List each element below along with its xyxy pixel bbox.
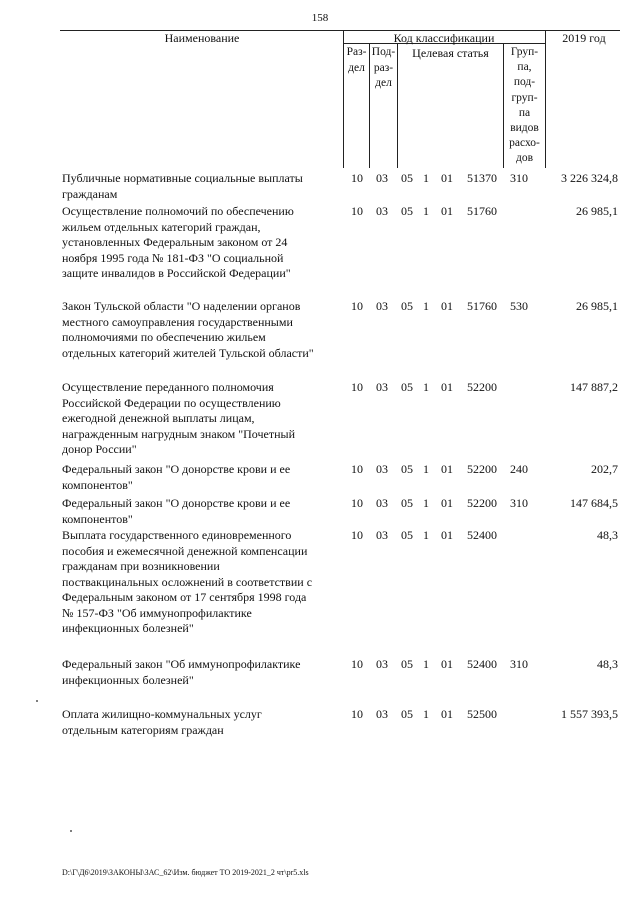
row-amount: 26 985,1 bbox=[576, 299, 618, 313]
row-target-part: 51760 bbox=[467, 204, 497, 218]
row-razdel: 10 bbox=[351, 707, 363, 721]
row-amount: 26 985,1 bbox=[576, 204, 618, 218]
row-target-part: 01 bbox=[441, 380, 453, 394]
row-target-part: 1 bbox=[423, 707, 429, 721]
row-target-part: 52500 bbox=[467, 707, 497, 721]
row-razdel: 10 bbox=[351, 528, 363, 542]
header-group: Груп- па, под- груп- па видов расхо- дов bbox=[509, 46, 540, 165]
row-target-part: 01 bbox=[441, 707, 453, 721]
scan-speck bbox=[36, 700, 38, 702]
header-razdel: Раз- дел bbox=[346, 46, 367, 74]
row-group: 310 bbox=[510, 496, 528, 510]
row-podrazdel: 03 bbox=[376, 657, 388, 671]
row-podrazdel: 03 bbox=[376, 380, 388, 394]
row-target-part: 52400 bbox=[467, 528, 497, 542]
row-target-part: 05 bbox=[401, 528, 413, 542]
scan-speck bbox=[70, 830, 72, 832]
header-target: Целевая статья bbox=[412, 46, 489, 60]
row-razdel: 10 bbox=[351, 462, 363, 476]
row-amount: 1 557 393,5 bbox=[561, 707, 618, 721]
row-razdel: 10 bbox=[351, 380, 363, 394]
row-target-part: 52200 bbox=[467, 462, 497, 476]
row-podrazdel: 03 bbox=[376, 299, 388, 313]
row-target-part: 05 bbox=[401, 380, 413, 394]
row-target-part: 1 bbox=[423, 380, 429, 394]
row-podrazdel: 03 bbox=[376, 204, 388, 218]
row-target-part: 1 bbox=[423, 204, 429, 218]
row-amount: 3 226 324,8 bbox=[561, 171, 618, 185]
row-name: Федеральный закон "Об иммунопрофилактике инфекционных болезней" bbox=[62, 657, 301, 687]
row-target-part: 52200 bbox=[467, 380, 497, 394]
row-target-part: 51370 bbox=[467, 171, 497, 185]
row-target-part: 52200 bbox=[467, 496, 497, 510]
row-amount: 147 887,2 bbox=[570, 380, 618, 394]
row-razdel: 10 bbox=[351, 496, 363, 510]
row-razdel: 10 bbox=[351, 299, 363, 313]
row-group: 240 bbox=[510, 462, 528, 476]
row-name: Федеральный закон "О донорстве крови и ее компонентов" bbox=[62, 462, 291, 492]
row-name: Осуществление полномочий по обеспечению жильем отдельных категорий граждан, установленных Федеральным законом от 24 ноября 1995 года № 181-ФЗ "О социальной защите инвалидов в Российской Федерации" bbox=[62, 204, 294, 280]
row-podrazdel: 03 bbox=[376, 528, 388, 542]
row-name: Закон Тульской области "О наделении органов местного самоуправления государственными полномочиями по обеспечению жильем отдельных категорий жителей Тульской области" bbox=[62, 299, 314, 360]
row-target-part: 1 bbox=[423, 171, 429, 185]
row-razdel: 10 bbox=[351, 657, 363, 671]
row-group: 530 bbox=[510, 299, 528, 313]
row-target-part: 05 bbox=[401, 707, 413, 721]
row-target-part: 01 bbox=[441, 462, 453, 476]
row-target-part: 05 bbox=[401, 657, 413, 671]
header-year: 2019 год bbox=[562, 31, 606, 45]
row-razdel: 10 bbox=[351, 171, 363, 185]
row-target-part: 05 bbox=[401, 462, 413, 476]
row-amount: 147 684,5 bbox=[570, 496, 618, 510]
row-amount: 48,3 bbox=[597, 528, 618, 542]
row-podrazdel: 03 bbox=[376, 171, 388, 185]
row-name: Оплата жилищно-коммунальных услуг отдельным категориям граждан bbox=[62, 707, 262, 737]
row-target-part: 05 bbox=[401, 299, 413, 313]
row-target-part: 1 bbox=[423, 462, 429, 476]
row-podrazdel: 03 bbox=[376, 707, 388, 721]
row-group: 310 bbox=[510, 657, 528, 671]
row-target-part: 01 bbox=[441, 204, 453, 218]
row-name: Федеральный закон "О донорстве крови и ее компонентов" bbox=[62, 496, 291, 526]
row-target-part: 01 bbox=[441, 299, 453, 313]
file-path-footer: D:\Г\Д6\2019\ЗАКОНЫ\ЗАС_62\Изм. бюджет ТО 2019-2021_2 чт\pr5.xls bbox=[62, 868, 309, 877]
row-target-part: 05 bbox=[401, 204, 413, 218]
row-target-part: 01 bbox=[441, 528, 453, 542]
row-target-part: 52400 bbox=[467, 657, 497, 671]
row-podrazdel: 03 bbox=[376, 462, 388, 476]
row-razdel: 10 bbox=[351, 204, 363, 218]
row-group: 310 bbox=[510, 171, 528, 185]
row-target-part: 1 bbox=[423, 528, 429, 542]
row-amount: 202,7 bbox=[591, 462, 618, 476]
header-code: Код классификации bbox=[393, 31, 495, 45]
row-name: Осуществление переданного полномочия Российской Федерации по осуществлению ежегодной денежной выплаты лицам, награжденным нагрудным знаком "Почетный донор России" bbox=[62, 380, 295, 456]
header-podrazdel: Под- раз- дел bbox=[371, 46, 396, 89]
row-target-part: 05 bbox=[401, 171, 413, 185]
row-target-part: 1 bbox=[423, 657, 429, 671]
row-target-part: 1 bbox=[423, 299, 429, 313]
row-amount: 48,3 bbox=[597, 657, 618, 671]
row-target-part: 05 bbox=[401, 496, 413, 510]
row-name: Публичные нормативные социальные выплаты гражданам bbox=[62, 171, 303, 201]
row-podrazdel: 03 bbox=[376, 496, 388, 510]
page-number: 158 bbox=[311, 12, 329, 24]
row-target-part: 01 bbox=[441, 496, 453, 510]
row-target-part: 1 bbox=[423, 496, 429, 510]
row-name: Выплата государственного единовременного пособия и ежемесячной денежной компенсации гражданам при возникновении поствакцинальных осложнений в соответствии с Федеральным законом от 17 сентября 1998 года № 157-ФЗ "Об иммунопрофилактике инфекционных болезней" bbox=[62, 528, 313, 635]
header-name: Наименование bbox=[164, 31, 240, 45]
row-target-part: 01 bbox=[441, 171, 453, 185]
row-target-part: 51760 bbox=[467, 299, 497, 313]
row-target-part: 01 bbox=[441, 657, 453, 671]
